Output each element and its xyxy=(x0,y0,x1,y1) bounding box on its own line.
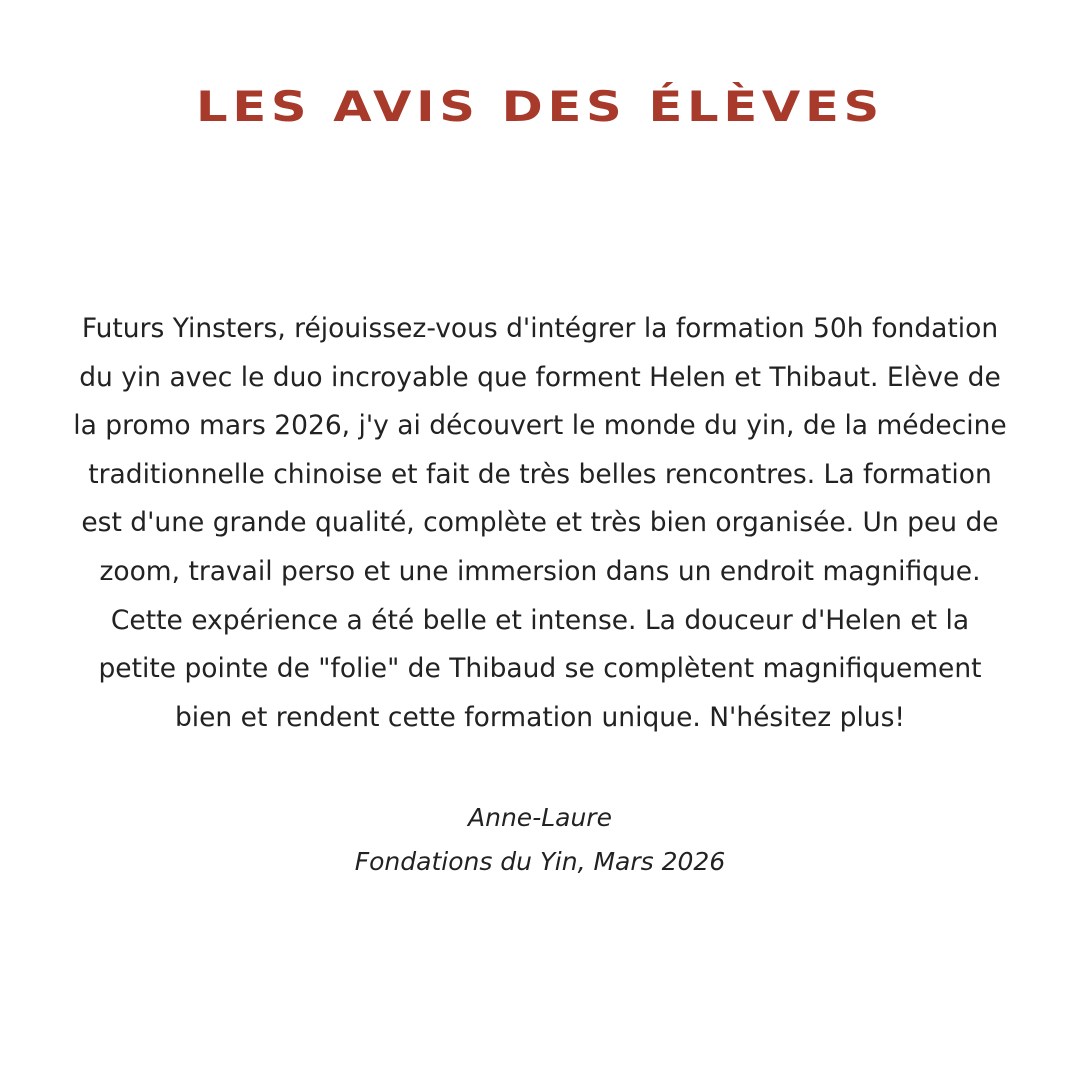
testimonial-line: zoom, travail perso et une immersion dans un endroit magnifique. xyxy=(99,555,981,587)
testimonial-line: du yin avec le duo incroyable que forment Helen et Thibaut. Elève de xyxy=(79,361,1001,393)
testimonial-line: la promo mars 2026, j'y ai découvert le monde du yin, de la médecine xyxy=(73,410,1007,442)
testimonial-line: Futurs Yinsters, réjouissez-vous d'intégrer la formation 50h fondation xyxy=(81,313,999,344)
testimonial-line: Cette expérience a été belle et intense. La douceur d'Helen et la xyxy=(110,604,970,636)
page-title: LES AVIS DES ÉLÈVES xyxy=(196,82,884,131)
testimonial-text xyxy=(40,305,1040,742)
testimonial-line: bien et rendent cette formation unique. N'hésitez plus! xyxy=(174,701,906,733)
testimonial-line: est d'une grande qualité, complète et très bien organisée. Un peu de xyxy=(81,507,999,539)
testimonial-line: traditionnelle chinoise et fait de très belles rencontres. La formation xyxy=(88,458,992,490)
course-name: Fondations du Yin, Mars 2026 xyxy=(354,847,726,876)
author-name: Anne-Laure xyxy=(468,803,612,832)
attribution xyxy=(0,796,1080,884)
testimonial-line: petite pointe de "folie" de Thibaud se complètent magnifiquement xyxy=(98,653,982,685)
